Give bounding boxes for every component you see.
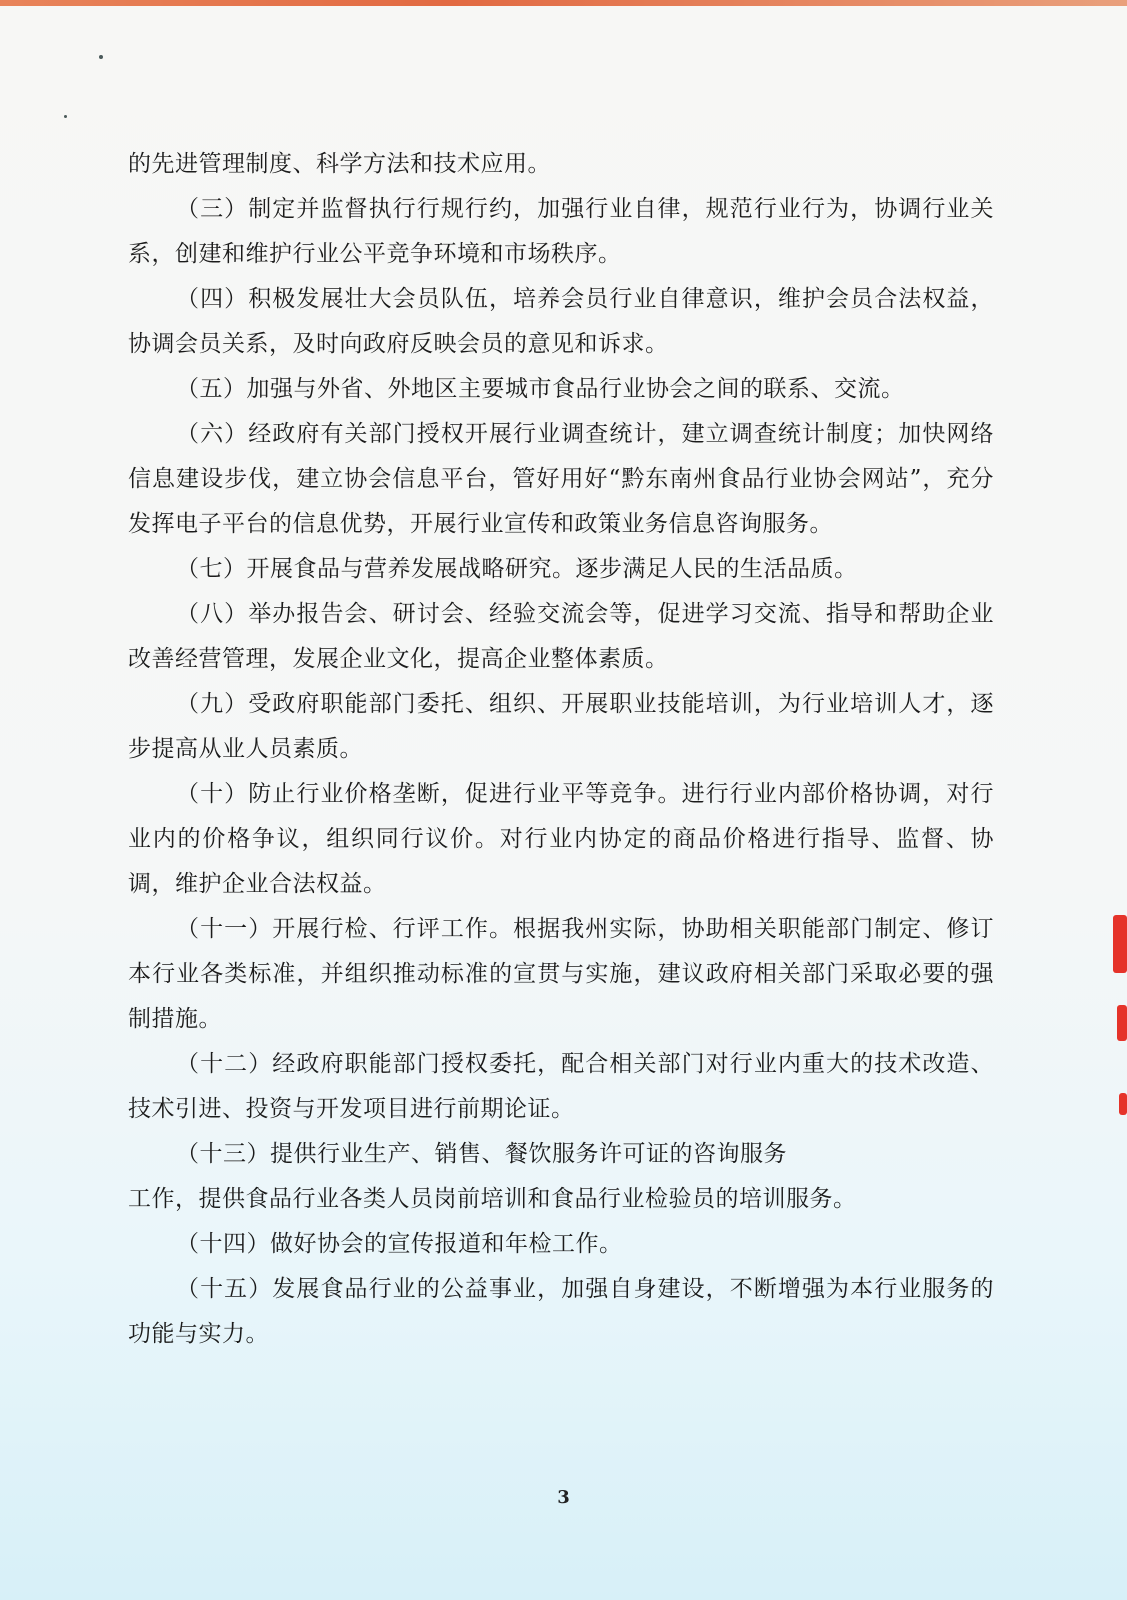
paragraph-item-4: （四）积极发展壮大会员队伍，培养会员行业自律意识，维护会员合法权益，协调会员关系，及时向政府反映会员的意见和诉求。	[128, 286, 994, 357]
paragraph-item-6: （六）经政府有关部门授权开展行业调查统计，建立调查统计制度；加快网络信息建设步伐，建立协会信息平台，管好用好“黔东南州食品行业协会网站”，充分发挥电子平台的信息优势，开展行业宣传和政策业务信息咨询服务。	[128, 421, 994, 537]
paragraph-item-5: （五）加强与外省、外地区主要城市食品行业协会之间的联系、交流。	[176, 376, 905, 402]
paragraph-item-14: （十四）做好协会的宣传报道和年检工作。	[176, 1231, 623, 1257]
paper-speck	[99, 55, 103, 59]
paragraph-item-9: （九）受政府职能部门委托、组织、开展职业技能培训，为行业培训人才，逐步提高从业人员素质。	[128, 691, 994, 762]
paragraph-item-11: （十一）开展行检、行评工作。根据我州实际，协助相关职能部门制定、修订本行业各类标准，并组织推动标准的宣贯与实施，建议政府相关部门采取必要的强制措施。	[128, 916, 994, 1032]
paragraph-item-10: （十）防止行业价格垄断，促进行业平等竞争。进行行业内部价格协调，对行业内的价格争议，组织同行议价。对行业内协定的商品价格进行指导、监督、协调，维护企业合法权益。	[128, 781, 994, 897]
paragraph-item-13-continuation: 工作，提供食品行业各类人员岗前培训和食品行业检验员的培训服务。	[128, 1186, 857, 1212]
page-number: 3	[557, 1487, 570, 1508]
paragraph-item-7: （七）开展食品与营养发展战略研究。逐步满足人民的生活品质。	[176, 556, 858, 582]
paragraph-continuation: 的先进管理制度、科学方法和技术应用。	[128, 151, 551, 177]
paragraph-item-8: （八）举办报告会、研讨会、经验交流会等，促进学习交流、指导和帮助企业改善经营管理，发展企业文化，提高企业整体素质。	[128, 601, 994, 672]
red-seal-fragment	[1107, 915, 1127, 1145]
paragraph-item-13: （十三）提供行业生产、销售、餐饮服务许可证的咨询服务	[176, 1141, 787, 1167]
paragraph-item-3: （三）制定并监督执行行规行约，加强行业自律，规范行业行为，协调行业关系，创建和维护行业公平竞争环境和市场秩序。	[128, 196, 994, 267]
seal-mark	[1119, 1093, 1127, 1115]
seal-mark	[1113, 915, 1127, 973]
seal-mark	[1117, 1005, 1127, 1041]
document-body	[128, 142, 994, 1357]
paper-speck	[64, 115, 67, 118]
paragraph-item-12: （十二）经政府职能部门授权委托，配合相关部门对行业内重大的技术改造、技术引进、投资与开发项目进行前期论证。	[128, 1051, 994, 1122]
page-top-edge	[0, 0, 1127, 6]
paragraph-item-15: （十五）发展食品行业的公益事业，加强自身建设，不断增强为本行业服务的功能与实力。	[128, 1276, 994, 1347]
